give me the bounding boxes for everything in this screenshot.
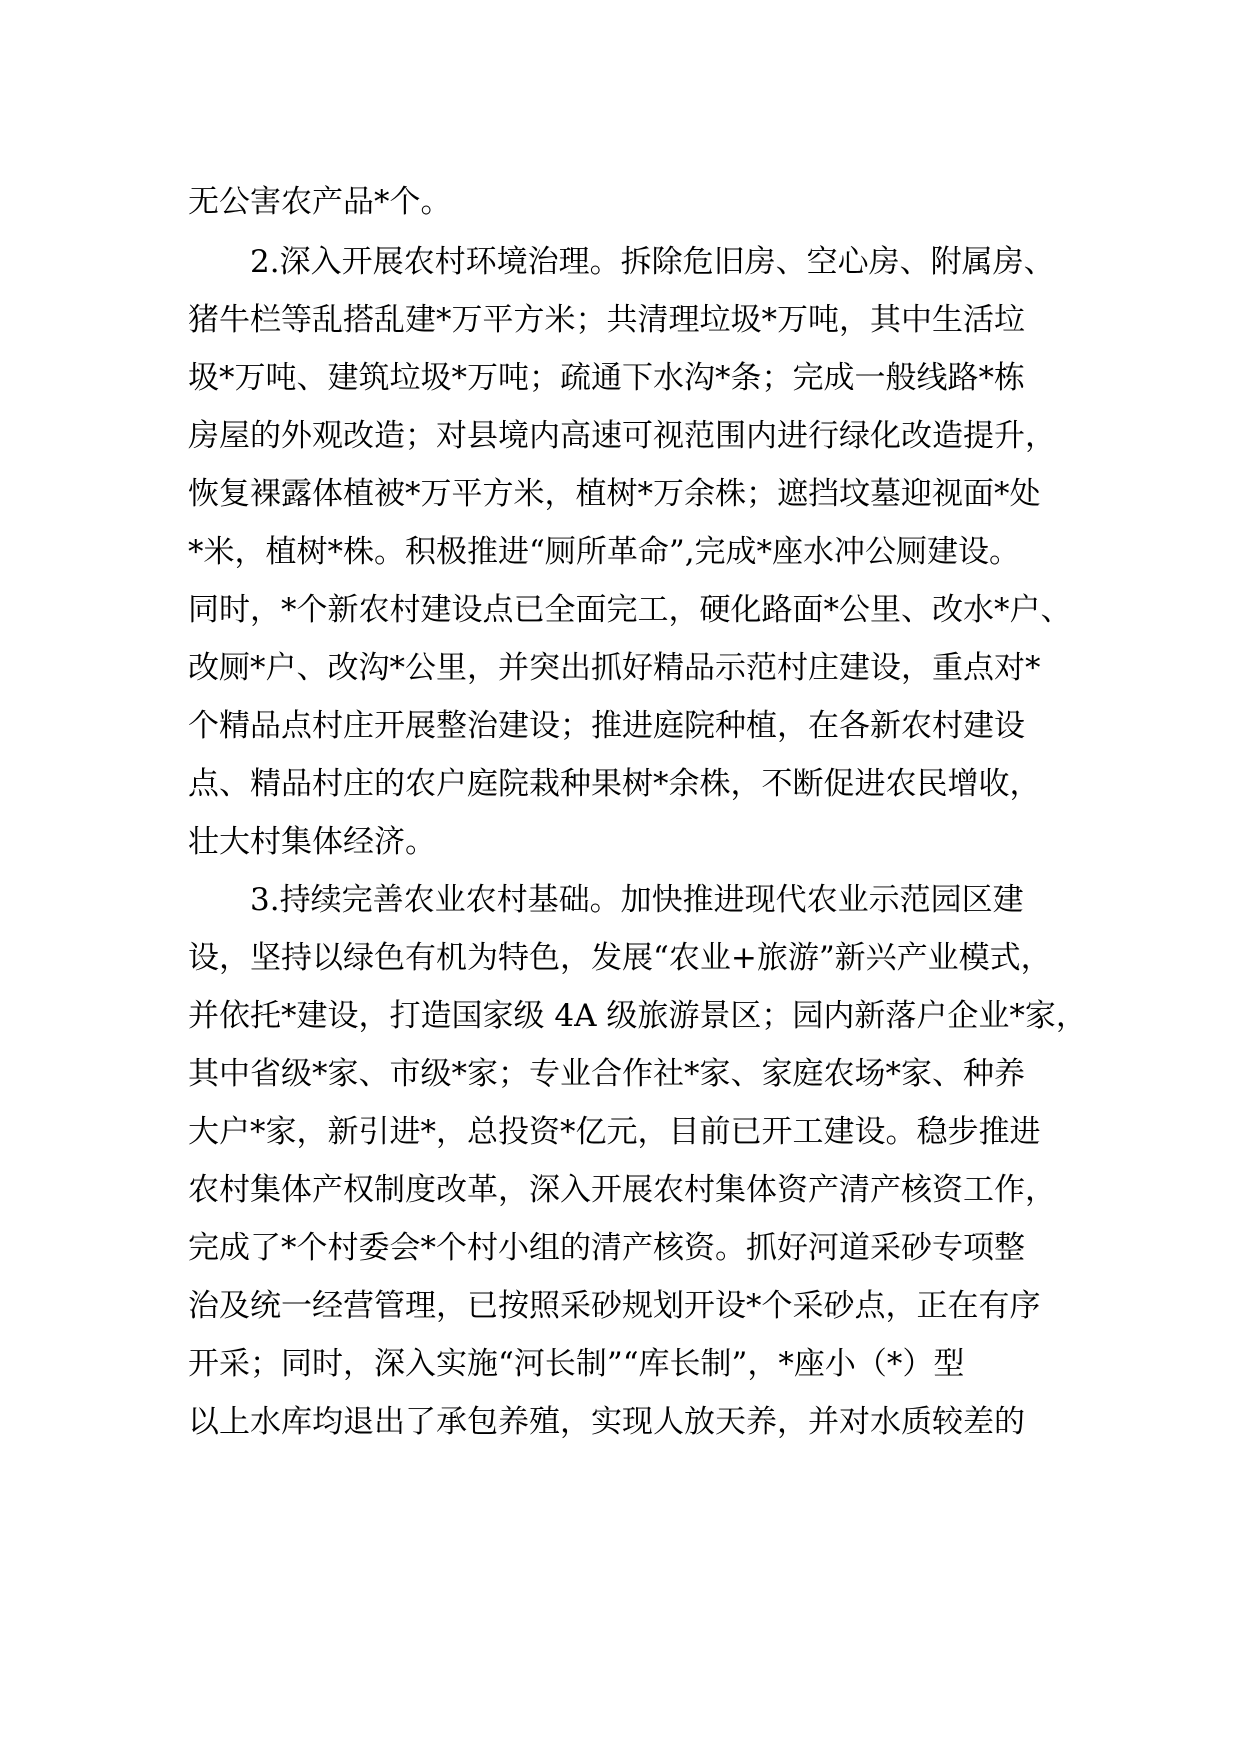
- text-line: 圾*万吨、建筑垃圾*万吨；疏通下水沟*条；完成一般线路*栋: [188, 360, 1025, 396]
- text-line: 恢复裸露体植被*万平方米，植树*万余株；遮挡坟墓迎视面*处: [188, 476, 1041, 512]
- text-line: 改厕*户、改沟*公里，并突出抓好精品示范村庄建设，重点对*: [188, 650, 1041, 686]
- text-line: 个精品点村庄开展整治建设；推进庭院种植，在各新农村建设: [188, 708, 1025, 744]
- paragraph-3-start: 3.持续完善农业农村基础。加快推进现代农业示范园区建: [250, 882, 1024, 918]
- text-line: 同时，*个新农村建设点已全面完工，硬化路面*公里、改水*户、: [188, 592, 1072, 628]
- text-line: 完成了*个村委会*个村小组的清产核资。抓好河道采砂专项整: [188, 1230, 1025, 1266]
- text-line: 以上水库均退出了承包养殖，实现人放天养，并对水质较差的: [188, 1404, 1025, 1440]
- text-line: 大户*家，新引进*，总投资*亿元，目前已开工建设。稳步推进: [188, 1114, 1041, 1150]
- text-line: 壮大村集体经济。: [188, 824, 436, 860]
- text-line: *米，植树*株。积极推进“厕所革命”,完成*座水冲公厕建设。: [188, 534, 1021, 570]
- text-line: 农村集体产权制度改革，深入开展农村集体资产清产核资工作，: [188, 1172, 1056, 1208]
- text-line: 并依托*建设，打造国家级 4A 级旅游景区；园内新落户企业*家，: [188, 998, 1087, 1034]
- paragraph-2-start: 2.深入开展农村环境治理。拆除危旧房、空心房、附属房、: [250, 244, 1055, 280]
- text-line: 点、精品村庄的农户庭院栽种果树*余株，不断促进农民增收，: [188, 766, 1041, 802]
- text-line: 猪牛栏等乱搭乱建*万平方米；共清理垃圾*万吨，其中生活垃: [188, 302, 1025, 338]
- text-line: 治及统一经营管理，已按照采砂规划开设*个采砂点，正在有序: [188, 1288, 1041, 1324]
- text-line: 其中省级*家、市级*家；专业合作社*家、家庭农场*家、种养: [188, 1056, 1025, 1092]
- text-line: 房屋的外观改造；对县境内高速可视范围内进行绿化改造提升，: [188, 418, 1056, 454]
- text-line: 无公害农产品*个。: [188, 184, 452, 220]
- text-line: 开采；同时，深入实施“河长制”“库长制”，*座小（*）型: [188, 1346, 965, 1382]
- text-line: 设，坚持以绿色有机为特色，发展“农业+旅游”新兴产业模式，: [188, 940, 1052, 976]
